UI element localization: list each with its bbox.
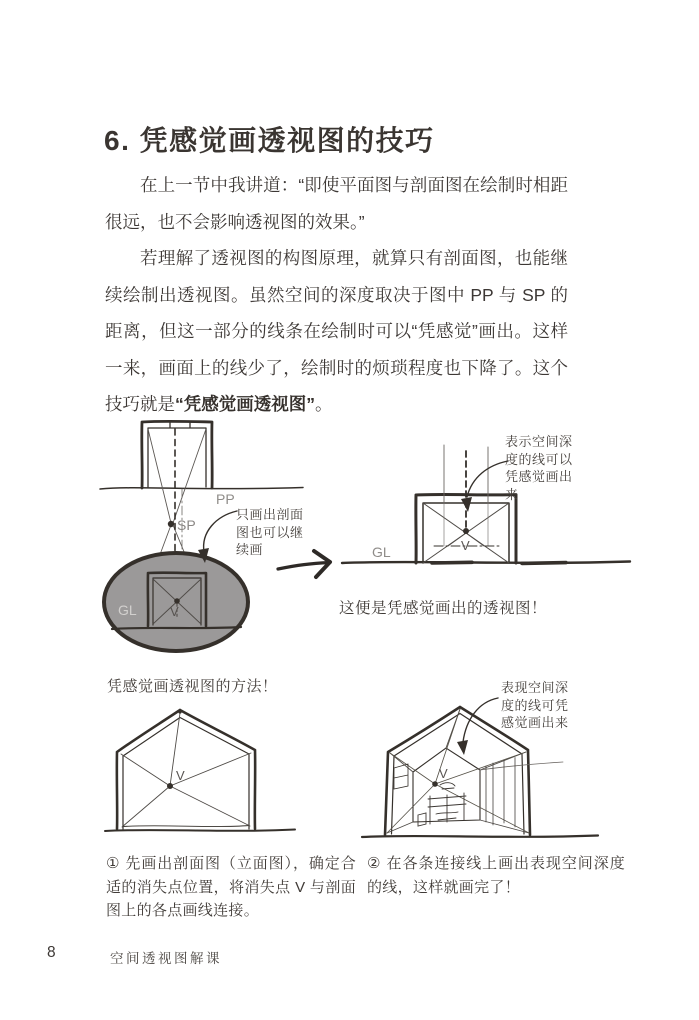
house-perspective-diagram — [358, 672, 623, 857]
vanishing-line — [170, 786, 250, 826]
sp-label: SP — [177, 517, 196, 533]
window-sketch — [394, 764, 408, 789]
ground-line — [342, 562, 630, 564]
page-title: 6. 凭感觉画透视图的技巧 — [104, 124, 435, 156]
pp-label: PP — [216, 491, 235, 507]
receding-edge — [480, 820, 529, 833]
depth-lines-annotation-2: 表现空间深度的线可凭感觉画出来 — [501, 680, 569, 730]
leader-arrow-line — [204, 511, 237, 552]
gl-label: GL — [372, 544, 391, 560]
v-point — [432, 781, 438, 787]
section-ground-line — [112, 627, 241, 629]
sp-point — [168, 521, 174, 527]
page-number: 8 — [47, 944, 56, 961]
v-label: V — [439, 766, 448, 781]
methods-heading: 凭感觉画透视图的方法！ — [107, 678, 278, 695]
perspective-box-diagram — [336, 415, 636, 597]
step1-caption: ① 先画出剖面图（立面图），确定合适的消失点位置，将消失点 V 与剖面图上的各点画线连接。 — [106, 855, 356, 919]
v-point — [463, 528, 469, 534]
v-label: V — [461, 538, 470, 553]
plan-outer-wall — [142, 421, 212, 488]
floor-sketch-line — [123, 826, 249, 827]
back-wall — [413, 748, 480, 822]
sight-line — [173, 429, 206, 523]
gl-label-section: GL — [118, 602, 137, 618]
paragraph-1: 在上一节中我讲道：“即使平面图与剖面图在绘制时相距很远，也不会影响透视图的效果。” — [105, 175, 568, 232]
depth-lines-annotation: 表示空间深度的线可以凭感觉画出来 — [505, 434, 573, 502]
receding-edge — [387, 822, 413, 833]
eave-line — [480, 762, 563, 770]
paragraph-2 — [105, 240, 568, 423]
ground-line — [105, 830, 295, 832]
vanishing-line — [121, 754, 170, 786]
leader-arrow-icon — [461, 497, 472, 512]
ground-line — [362, 836, 598, 838]
v-point — [167, 783, 173, 789]
house-outer-wall — [117, 710, 255, 829]
book-title: 空间透视图解课 — [110, 951, 222, 966]
leader-arrow-line — [467, 461, 508, 497]
apex-point — [178, 710, 181, 713]
leader-arrow-icon — [457, 740, 468, 755]
sight-line — [148, 429, 171, 523]
body-text — [105, 167, 568, 423]
paragraph-2-period: 。 — [315, 394, 333, 414]
v-label-section: V — [170, 604, 179, 619]
perspective-result-caption: 这便是凭感觉画出的透视图！ — [339, 600, 548, 617]
paragraph-2-bold: “凭感觉画透视图” — [175, 394, 315, 414]
v-label: V — [176, 768, 185, 783]
section-annotation: 只画出剖面图也可以继续画 — [236, 507, 304, 557]
step2-caption: ② 在各条连接线上画出表现空间深度的线，这样就画完了！ — [367, 855, 625, 896]
vanishing-line — [122, 786, 170, 827]
pp-line — [100, 488, 303, 490]
house-section-diagram — [103, 700, 308, 848]
v-point — [174, 598, 180, 604]
paragraph-2-text: 若理解了透视图的构图原理，就算只有剖面图，也能继续绘制出透视图。虽然空间的深度取决于图中 PP 与 SP 的距离，但这一部分的线条在绘制时可以“凭感觉”画出。这样一来，画面上的线少了，绘制时的烦琐程度也下降了。这个技巧就是 — [105, 248, 568, 414]
vanishing-line — [387, 784, 435, 833]
furniture-sketch — [418, 812, 458, 826]
